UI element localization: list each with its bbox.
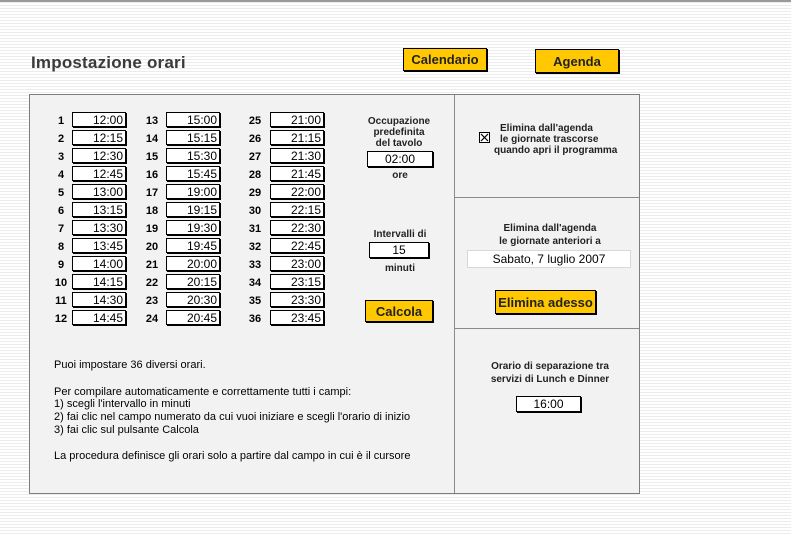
slot-number: 34 xyxy=(248,277,262,289)
slot-number: 3 xyxy=(57,151,65,163)
slot-number: 15 xyxy=(145,151,159,163)
calendario-button[interactable]: Calendario xyxy=(403,48,487,71)
slot-number: 28 xyxy=(248,169,262,181)
page-title: Impostazione orari xyxy=(31,53,186,72)
slot-number: 27 xyxy=(248,151,262,163)
slot-time-input[interactable]: 20:30 xyxy=(166,292,220,307)
slot-number: 35 xyxy=(248,295,262,307)
slot-time-input[interactable]: 12:00 xyxy=(72,112,126,127)
occupazione-label-line1: Occupazione xyxy=(367,116,431,127)
occupazione-unit: ore xyxy=(392,170,408,181)
slot-number: 8 xyxy=(57,241,65,253)
slot-time-input[interactable]: 12:15 xyxy=(72,130,126,145)
elimina-trascorse-line2: le giornate trascorse xyxy=(500,134,599,145)
slot-time-input[interactable]: 13:15 xyxy=(72,202,126,217)
slot-number: 14 xyxy=(145,133,159,145)
slot-number: 17 xyxy=(145,187,159,199)
slot-number: 2 xyxy=(57,133,65,145)
window-top-border xyxy=(0,0,791,2)
slot-time-input[interactable]: 20:45 xyxy=(166,310,220,325)
slot-number: 12 xyxy=(54,313,68,325)
slot-number: 1 xyxy=(57,115,65,127)
elimina-date-field[interactable]: Sabato, 7 luglio 2007 xyxy=(467,250,631,268)
calcola-button[interactable]: Calcola xyxy=(365,300,433,322)
occupazione-label-line3: del tavolo xyxy=(375,138,423,149)
slot-time-input[interactable]: 23:00 xyxy=(270,256,324,271)
slot-time-input[interactable]: 15:30 xyxy=(166,148,220,163)
slot-time-input[interactable]: 13:00 xyxy=(72,184,126,199)
slot-time-input[interactable]: 14:15 xyxy=(72,274,126,289)
slot-time-input[interactable]: 19:45 xyxy=(166,238,220,253)
slot-time-input[interactable]: 22:00 xyxy=(270,184,324,199)
slot-time-input[interactable]: 19:15 xyxy=(166,202,220,217)
slot-time-input[interactable]: 21:45 xyxy=(270,166,324,181)
slot-time-input[interactable]: 14:45 xyxy=(72,310,126,325)
slot-time-input[interactable]: 22:30 xyxy=(270,220,324,235)
agenda-button[interactable]: Agenda xyxy=(535,49,619,73)
slot-time-input[interactable]: 14:00 xyxy=(72,256,126,271)
occupazione-label-line2: predefinita xyxy=(373,127,425,138)
slot-time-input[interactable]: 23:45 xyxy=(270,310,324,325)
slot-number: 21 xyxy=(145,259,159,271)
slot-time-input[interactable]: 15:00 xyxy=(166,112,220,127)
instruction-line: 3) fai clic sul pulsante Calcola xyxy=(54,424,199,436)
slot-number: 4 xyxy=(57,169,65,181)
intervalli-label: Intervalli di xyxy=(373,229,427,240)
separazione-label xyxy=(470,361,630,385)
instruction-line: Per compilare automaticamente e correttamente tutti i campi: xyxy=(54,386,352,398)
panel-divider-1 xyxy=(455,197,639,198)
instruction-line: Puoi impostare 36 diversi orari. xyxy=(54,359,206,371)
slot-time-input[interactable]: 15:15 xyxy=(166,130,220,145)
elimina-anteriori-line2: le giornate anteriori a xyxy=(499,236,601,247)
check-x-icon xyxy=(480,133,489,142)
slot-number: 33 xyxy=(248,259,262,271)
slot-number: 22 xyxy=(145,277,159,289)
slot-number: 11 xyxy=(55,295,67,307)
slot-number: 20 xyxy=(145,241,159,253)
slot-number: 13 xyxy=(145,115,159,127)
slot-time-input[interactable]: 21:15 xyxy=(270,130,324,145)
slot-time-input[interactable]: 23:30 xyxy=(270,292,324,307)
slot-time-input[interactable]: 19:00 xyxy=(166,184,220,199)
separazione-line1: Orario di separazione tra xyxy=(491,361,609,372)
slot-number: 23 xyxy=(145,295,159,307)
slot-time-input[interactable]: 20:00 xyxy=(166,256,220,271)
occupazione-input[interactable]: 02:00 xyxy=(367,151,433,167)
slot-time-input[interactable]: 13:30 xyxy=(72,220,126,235)
intervalli-input[interactable]: 15 xyxy=(369,242,429,258)
panel-vertical-divider xyxy=(454,95,455,493)
slot-time-input[interactable]: 21:00 xyxy=(270,112,324,127)
slot-time-input[interactable]: 15:45 xyxy=(166,166,220,181)
elimina-anteriori-line1: Elimina dall'agenda xyxy=(503,223,597,234)
elimina-trascorse-line1: Elimina dall'agenda xyxy=(500,123,593,134)
slot-number: 31 xyxy=(248,223,262,235)
slot-number: 19 xyxy=(145,223,159,235)
slot-number: 32 xyxy=(248,241,262,253)
panel-divider-2 xyxy=(455,328,639,329)
slot-number: 26 xyxy=(248,133,262,145)
slot-number: 9 xyxy=(57,259,65,271)
slot-number: 25 xyxy=(248,115,262,127)
slot-number: 6 xyxy=(57,205,65,217)
slot-number: 36 xyxy=(248,313,262,325)
slot-time-input[interactable]: 22:45 xyxy=(270,238,324,253)
slot-number: 5 xyxy=(57,187,65,199)
slot-number: 10 xyxy=(54,277,68,289)
slot-number: 16 xyxy=(145,169,159,181)
slot-time-input[interactable]: 19:30 xyxy=(166,220,220,235)
instruction-line: 1) scegli l'intervallo in minuti xyxy=(54,398,191,410)
elimina-trascorse-line3: quando apri il programma xyxy=(494,145,618,156)
separazione-line2: servizi di Lunch e Dinner xyxy=(490,374,610,385)
elimina-trascorse-checkbox[interactable] xyxy=(479,132,490,143)
separazione-input[interactable]: 16:00 xyxy=(516,396,581,412)
slot-time-input[interactable]: 22:15 xyxy=(270,202,324,217)
occupazione-label xyxy=(360,116,438,149)
elimina-anteriori-label xyxy=(470,223,630,247)
slot-time-input[interactable]: 12:30 xyxy=(72,148,126,163)
slot-time-input[interactable]: 21:30 xyxy=(270,148,324,163)
slot-number: 18 xyxy=(145,205,159,217)
slot-number: 30 xyxy=(248,205,262,217)
slot-time-input[interactable]: 20:15 xyxy=(166,274,220,289)
slot-time-input[interactable]: 14:30 xyxy=(72,292,126,307)
instruction-line: 2) fai clic nel campo numerato da cui vuoi iniziare e scegli l'orario di inizio xyxy=(54,411,411,423)
slot-time-input[interactable]: 13:45 xyxy=(72,238,126,253)
intervalli-unit: minuti xyxy=(385,263,415,274)
slot-time-input[interactable]: 23:15 xyxy=(270,274,324,289)
slot-number: 7 xyxy=(57,223,65,235)
slot-time-input[interactable]: 12:45 xyxy=(72,166,126,181)
elimina-trascorse-label xyxy=(494,123,634,156)
elimina-adesso-button[interactable]: Elimina adesso xyxy=(495,290,596,314)
slot-number: 29 xyxy=(248,187,262,199)
slot-number: 24 xyxy=(145,313,159,325)
instruction-line: La procedura definisce gli orari solo a partire dal campo in cui è il cursore xyxy=(54,450,411,462)
